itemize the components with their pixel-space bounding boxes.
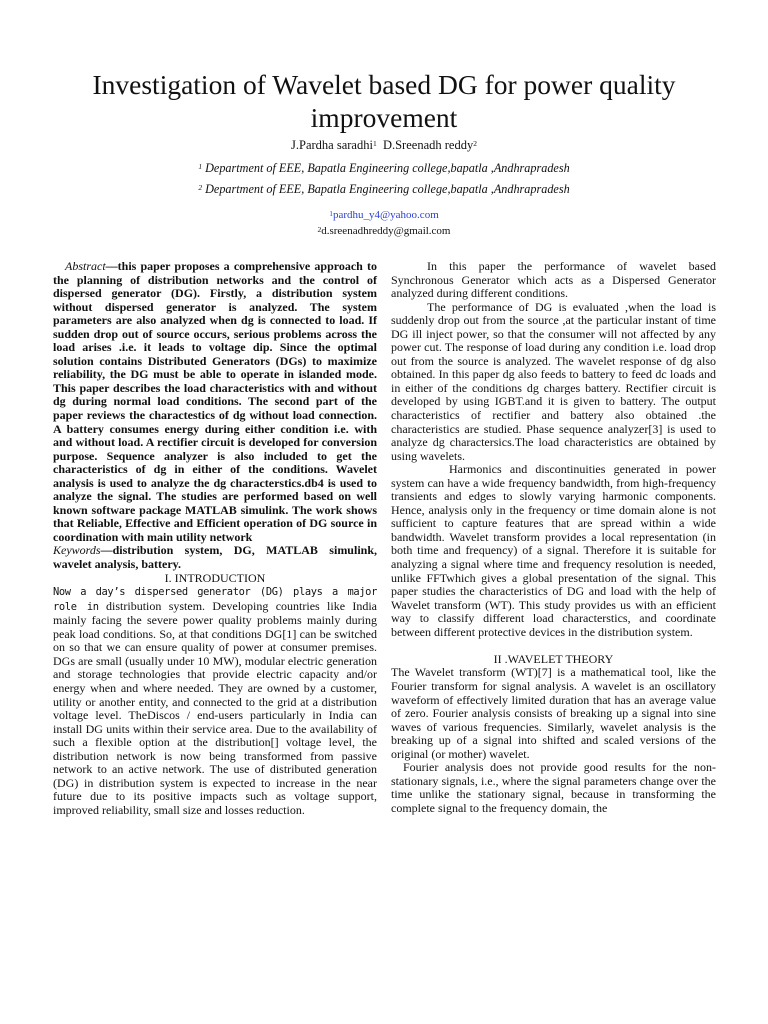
keywords-body: —distribution system, DG, MATLAB simulink, wavelet analysis, battery. [53,543,377,572]
affiliation-1-text: Department of EEE, Bapatla Engineering college,bapatla ,Andhrapradesh [205,161,570,175]
email-2-text: d.sreenadhreddy@gmail.com [321,225,451,237]
paragraph-3: Harmonics and discontinuities generated in power system can have a wide frequency bandwidth, from high-frequency transients and edges to slowly varying harmonic components. Hence, analysis only in the frequency or time domain alone is not sufficient to capture features that are spread within a wide bandwidth. Wavelet transform provides a local representation (in both time and frequency) of a signal. Therefore it is suitable for analyzing a signal where time and frequency resolution is needed, unlike FFTwhich gives a global presentation of the signal. This paper studies the characteristics of DG and load with the help of Wavelet transform (WT). This study provides us with an efficient way to classify different load characterstics, and coordinate between different protective devices in the distribution system. [391,462,716,639]
email-2-sup: 2 [317,225,322,234]
intro-first-line: Now a day’s dispersed generator (DG) plays a major role in [53,586,377,613]
keywords [53,544,377,571]
affiliation-1-sup: 1 [198,162,203,171]
paragraph-4: The Wavelet transform (WT)[7] is a mathematical tool, like the Fourier transform for signal analysis. A wavelet is an oscillatory waveform of effectively limited duration that has an average value of zero. Fourier analysis consists of breaking up a signal into sine waves of various frequencies. Similarly, wavelet analysis is the breaking up of a signal into shifted and scaled versions of the original (or mother) wavelet. [391,665,716,761]
abstract [53,260,377,544]
email-1-sup: 1 [329,209,333,218]
author-2-sup: 2 [473,139,477,148]
section-heading-introduction: I. INTRODUCTION [164,570,266,585]
right-column [391,260,716,815]
intro-body: distribution system. Developing countries like India mainly facing the severe power quality problems mainly during peak load conditions. So, at that conditions DG[1] can be switched on so that we can ensure quality of power at consumer premises. DGs are small (usually under 10 MW), modular electric generation and storage technologies that provide electric capacity and/or energy when and where needed. They are owned by a customer, utility or another entity, and connected to the grid at a distribution voltage level. TheDiscos / end-users particularly in India can install DG units within their service area. Due to the availability of such a flexible option at the distribution[] voltage level, the distribution network is now being transformed from passive network to an active network. The use of distributed generation (DG) in distribution system is expected to increase in the near future due to its positive impacts such as voltage support, improved reliability, small size and losses reduction. [53,598,378,817]
keywords-label: Keywords [53,543,101,558]
abstract-body: —this paper proposes a comprehensive approach to the planning of distribution networks and the control of dispersed generator (DG). Firstly, a distribution system without dispersed generator is analyzed. The system parameters are also analyzed when dg is connected to load. If sudden drop out of source occurs, serious problems across the load arises .i.e. it leads to voltage dip. Since the optimal solution contains Distributed Generators (DGs) to maximize reliability, the DG must be able to operate in islanded mode. This paper describes the load characteristics with and without dg during normal load conditions. The second part of the paper reviews the charactestics of dg without load connection. A battery consumes energy during either condition i.e. with and without load. A rectifier circuit is developed for conversion purpose. Sequence analyzer is also included to get the characteristics of dg in either of the conditions. Wavelet analysis is used to analyze the dg characterstics.db4 is used to analyze the signal. The studies are performed based on well known software package MATLAB simulink. The work shows that Reliable, Effective and Efficient operation of DG source in coordination with main utility network [53,259,377,544]
abstract-label: Abstract [65,259,106,273]
spacer [391,639,716,653]
affiliation-2 [0,181,768,197]
intro-paragraph [53,585,377,817]
email-2 [0,224,768,238]
email-1-link[interactable]: pardhu_y4@yahoo.com [333,209,439,221]
left-column [53,260,377,817]
author-line [0,137,768,153]
paragraph-5: Fourier analysis does not provide good results for the non-stationary signals, i.e., where the signal parameters change over the time unlike the stationary signal, because in transforming the complete signal to the frequency domain, the [391,760,716,815]
affiliation-2-sup: 2 [198,183,203,192]
affiliation-1 [0,160,768,176]
paragraph-2: The performance of DG is evaluated ,when the load is suddenly drop out from the source ,at the particular instant of time DG ill inject power, so that the consumer will not affected by any power cut. The response of load during any condition i.e. load drop out from the source is analyzed. The wavelet response of dg also obtained. In this paper dg also feeds to battery to feed dc loads and in either of the conditions dg charges battery. Rectifier circuit is developed by using IGBT.and it is given to battery. The output characteristics of rectifier and battery also obtained .the characteristics are studied. Phase sequence analyzer[3] is used to analyze dg charactersics.The load characteristics are obtained by using wavelets. [391,299,716,463]
paper-title: Investigation of Wavelet based DG for power quality improvement [92,69,676,133]
affiliation-2-text: Department of EEE, Bapatla Engineering college,bapatla ,Andhrapradesh [205,182,570,196]
author-1-sup: 1 [372,139,377,148]
paragraph-1: In this paper the performance of wavelet based Synchronous Generator which acts as a Dispersed Generator analyzed during different conditions. [391,259,716,301]
author-1: J.Pardha saradhi [291,138,373,152]
author-2: D.Sreenadh reddy [382,138,474,152]
email-1[interactable] [0,208,768,222]
section-heading-wavelet-theory: II .WAVELET THEORY [493,651,614,666]
